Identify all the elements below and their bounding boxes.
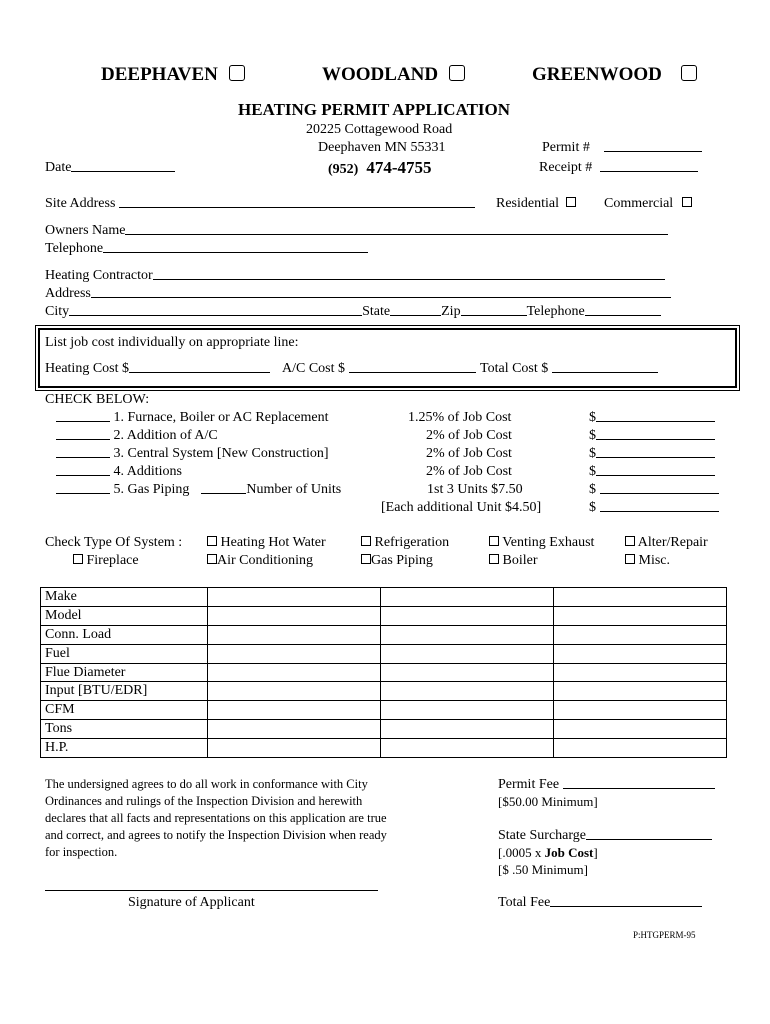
fee-line-3[interactable] [589,446,715,462]
system-gas-piping[interactable] [361,553,433,569]
system-fireplace[interactable] [73,553,139,569]
venting-exhaust-checkbox[interactable] [489,536,499,546]
receipt-number-field[interactable] [539,160,698,176]
equipment-entry-cell[interactable] [554,606,727,625]
site-address-field[interactable] [45,196,475,212]
city-deephaven [101,64,245,86]
ac-cost-label: A/C Cost $ [282,361,346,376]
date-label: Date [45,160,72,175]
form-title: HEATING PERMIT APPLICATION [238,100,511,119]
surcharge-rate-prefix: [.0005 x [498,845,542,860]
equipment-entry-cell[interactable] [554,701,727,720]
equipment-entry-cell[interactable] [554,663,727,682]
city-deephaven-label: DEEPHAVEN [101,64,218,85]
equipment-entry-cell[interactable] [554,588,727,607]
equipment-entry-cell[interactable] [208,588,381,607]
dollar-sign: $ [589,428,596,443]
work-item-1-blank[interactable] [56,410,110,422]
heating-cost-line[interactable] [129,361,270,373]
surcharge-minimum: [$ .50 Minimum] [498,862,588,877]
owners-name-line [125,223,668,235]
permit-fee-label: Permit Fee [498,777,560,792]
equipment-entry-cell[interactable] [381,720,554,739]
fee-line-3-blank[interactable] [596,446,715,458]
commercial-label: Commercial [604,196,674,211]
cost-instruction: List job cost individually on appropriate line: [45,335,299,350]
misc-label: Misc. [638,553,670,568]
system-type-label: Check Type Of System : [45,535,183,550]
receipt-number-label: Receipt # [539,160,593,175]
contractor-zip-label: Zip [441,304,461,319]
equipment-entry-cell[interactable] [554,644,727,663]
equipment-row-label: Model [41,606,208,625]
state-surcharge-field[interactable] [498,828,712,844]
table-row [41,682,727,701]
equipment-entry-cell[interactable] [554,720,727,739]
equipment-row-label: Tons [41,720,208,739]
work-item-4-blank[interactable] [56,464,110,476]
surcharge-rate [498,845,598,861]
city-woodland [322,64,465,86]
table-row [41,588,727,607]
work-item-4[interactable] [56,464,182,480]
fee-line-6[interactable] [589,500,719,516]
phone-area-code: (952) [328,162,359,177]
equipment-entry-cell[interactable] [554,625,727,644]
total-fee-line[interactable] [550,895,702,907]
phone-number: 474-4755 [366,158,432,177]
work-item-1-label: 1. Furnace, Boiler or AC Replacement [113,410,329,425]
heating-contractor-label: Heating Contractor [45,268,153,283]
air-conditioning-label: Air Conditioning [217,553,314,568]
form-code: P:HTGPERM-95 [633,930,696,940]
work-item-1[interactable] [56,410,329,426]
total-cost-label: Total Cost $ [480,361,549,376]
ac-cost-line[interactable] [349,361,476,373]
work-item-2-blank[interactable] [56,428,110,440]
owner-telephone-field[interactable] [45,241,368,257]
residential-option[interactable] [496,196,576,212]
contractor-telephone-line[interactable] [585,304,661,316]
equipment-entry-cell[interactable] [208,739,381,758]
equipment-table [40,587,727,758]
refrigeration-label: Refrigeration [374,535,450,550]
fee-line-1-blank[interactable] [596,410,715,422]
commercial-checkbox[interactable] [682,197,692,207]
dollar-sign: $ [589,446,596,461]
table-row [41,644,727,663]
residential-label: Residential [496,196,559,211]
permit-number-label: Permit # [542,140,590,155]
heating-hot-water-checkbox[interactable] [207,536,217,546]
system-air-conditioning[interactable] [207,553,313,569]
contractor-telephone-label: Telephone [526,304,585,319]
units-label: Number of Units [246,482,342,497]
refrigeration-checkbox[interactable] [361,536,371,546]
heating-contractor-field[interactable] [45,268,665,284]
city-woodland-label: WOODLAND [322,64,439,85]
office-phone [328,158,432,178]
site-address-label: Site Address [45,196,116,211]
permit-number-field[interactable] [542,140,702,156]
total-fee-label: Total Fee [498,895,551,910]
heating-contractor-line [153,268,665,280]
work-item-2[interactable] [56,428,218,444]
venting-exhaust-label: Venting Exhaust [502,535,595,550]
check-below-heading: CHECK BELOW: [45,392,150,407]
work-item-3-label: 3. Central System [New Construction] [113,446,329,461]
dollar-sign: $ [589,500,596,515]
contractor-city-row [45,304,661,320]
signature-label: Signature of Applicant [128,895,255,910]
system-misc[interactable] [625,553,670,569]
equipment-entry-cell[interactable] [554,682,727,701]
owners-name-field[interactable] [45,223,668,239]
system-boiler[interactable] [489,553,538,569]
work-item-3[interactable] [56,446,329,462]
fee-line-4[interactable] [589,464,715,480]
city-greenwood [532,64,697,86]
date-line [71,160,175,172]
equipment-entry-cell[interactable] [381,644,554,663]
equipment-entry-cell[interactable] [381,625,554,644]
permit-fee-line[interactable] [563,777,715,789]
equipment-row-label: Fuel [41,644,208,663]
total-cost-line[interactable] [552,361,658,373]
equipment-entry-cell[interactable] [208,625,381,644]
contractor-zip-line[interactable] [461,304,527,316]
table-row [41,739,727,758]
system-heating-hot-water[interactable] [207,535,326,551]
equipment-entry-cell[interactable] [381,663,554,682]
contractor-address-label: Address [45,286,91,301]
date-field[interactable] [45,160,175,176]
equipment-entry-cell[interactable] [208,720,381,739]
fee-line-1[interactable] [589,410,715,426]
dollar-sign: $ [589,464,596,479]
permit-fee-field[interactable] [498,777,715,793]
boiler-checkbox[interactable] [489,554,499,564]
system-refrigeration[interactable] [361,535,449,551]
fee-line-4-blank[interactable] [596,464,715,476]
work-item-5-blank[interactable] [56,482,110,494]
alter-repair-label: Alter/Repair [637,535,708,550]
residential-checkbox[interactable] [566,197,576,207]
contractor-state-label: State [362,304,391,319]
equipment-row-label: Input [BTU/EDR] [41,682,208,701]
equipment-row-label: Conn. Load [41,625,208,644]
work-item-4-label: 4. Additions [113,464,182,479]
fee-line-5[interactable] [589,482,719,498]
commercial-option[interactable] [604,196,692,212]
equipment-entry-cell[interactable] [381,682,554,701]
rate-1: 1.25% of Job Cost [408,410,512,425]
equipment-entry-cell[interactable] [208,644,381,663]
gas-piping-label: Gas Piping [371,553,433,568]
table-row [41,625,727,644]
air-conditioning-checkbox[interactable] [207,554,217,564]
rate-5: 1st 3 Units $7.50 [427,482,523,497]
boiler-label: Boiler [502,553,538,568]
equipment-entry-cell[interactable] [554,739,727,758]
contractor-city-line[interactable] [69,304,362,316]
table-row [41,701,727,720]
state-surcharge-line[interactable] [586,828,712,840]
units-blank[interactable] [201,482,246,494]
work-item-2-label: 2. Addition of A/C [113,428,218,443]
work-item-5-label: 5. Gas Piping [113,482,190,497]
system-alter-repair[interactable] [625,535,708,551]
contractor-address-line [91,286,671,298]
fee-line-5-blank[interactable] [600,482,719,494]
misc-checkbox[interactable] [625,554,635,564]
rate-2: 2% of Job Cost [426,428,512,443]
deephaven-checkbox[interactable] [229,65,245,81]
site-address-line [119,196,475,208]
state-surcharge-label: State Surcharge [498,828,586,843]
fee-line-6-blank[interactable] [600,500,719,512]
contractor-city-label: City [45,304,70,319]
woodland-checkbox[interactable] [449,65,465,81]
equipment-entry-cell[interactable] [381,701,554,720]
owners-name-label: Owners Name [45,223,126,238]
rate-3: 2% of Job Cost [426,446,512,461]
additional-unit-rate: [Each additional Unit $4.50] [381,500,542,515]
total-fee-field[interactable] [498,895,702,911]
table-row [41,663,727,682]
permit-number-line [604,140,702,152]
rate-4: 2% of Job Cost [426,464,512,479]
equipment-entry-cell[interactable] [381,739,554,758]
work-item-5[interactable] [56,482,341,498]
dollar-sign: $ [589,410,596,425]
equipment-entry-cell[interactable] [381,588,554,607]
agreement-text: The undersigned agrees to do all work in conformance with City Ordinances and rulings of the Inspection Division and herewith declares that all facts and representations on this application are true and correct, and agrees to notify the Inspection Division when ready for inspection. [45,777,387,859]
table-row [41,606,727,625]
office-address-line2: Deephaven MN 55331 [318,140,446,155]
equipment-row-label: Make [41,588,208,607]
fee-line-2[interactable] [589,428,715,444]
equipment-entry-cell[interactable] [208,701,381,720]
city-greenwood-label: GREENWOOD [532,64,662,85]
fee-line-2-blank[interactable] [596,428,715,440]
alter-repair-checkbox[interactable] [625,536,635,546]
owner-telephone-label: Telephone [45,241,104,256]
cost-row [45,361,658,377]
system-venting-exhaust[interactable] [489,535,594,551]
owner-telephone-line [103,241,368,253]
surcharge-rate-job-cost: Job Cost [544,845,594,860]
equipment-entry-cell[interactable] [381,606,554,625]
heating-hot-water-label: Heating Hot Water [220,535,326,550]
contractor-address-field[interactable] [45,286,671,302]
equipment-row-label: CFM [41,701,208,720]
fireplace-label: Fireplace [86,553,139,568]
greenwood-checkbox[interactable] [681,65,697,81]
gas-piping-checkbox[interactable] [361,554,371,564]
permit-fee-minimum: [$50.00 Minimum] [498,794,598,809]
receipt-number-line [600,160,698,172]
equipment-row-label: H.P. [41,739,208,758]
table-row [41,720,727,739]
heating-cost-label: Heating Cost $ [45,361,129,376]
fireplace-checkbox[interactable] [73,554,83,564]
equipment-entry-cell[interactable] [208,682,381,701]
office-address-line1: 20225 Cottagewood Road [306,122,453,137]
signature-line[interactable] [45,890,378,891]
dollar-sign: $ [589,482,596,497]
contractor-state-line[interactable] [390,304,441,316]
surcharge-rate-suffix: ] [593,845,598,860]
work-item-3-blank[interactable] [56,446,110,458]
equipment-entry-cell[interactable] [208,606,381,625]
equipment-row-label: Flue Diameter [41,663,208,682]
equipment-entry-cell[interactable] [208,663,381,682]
